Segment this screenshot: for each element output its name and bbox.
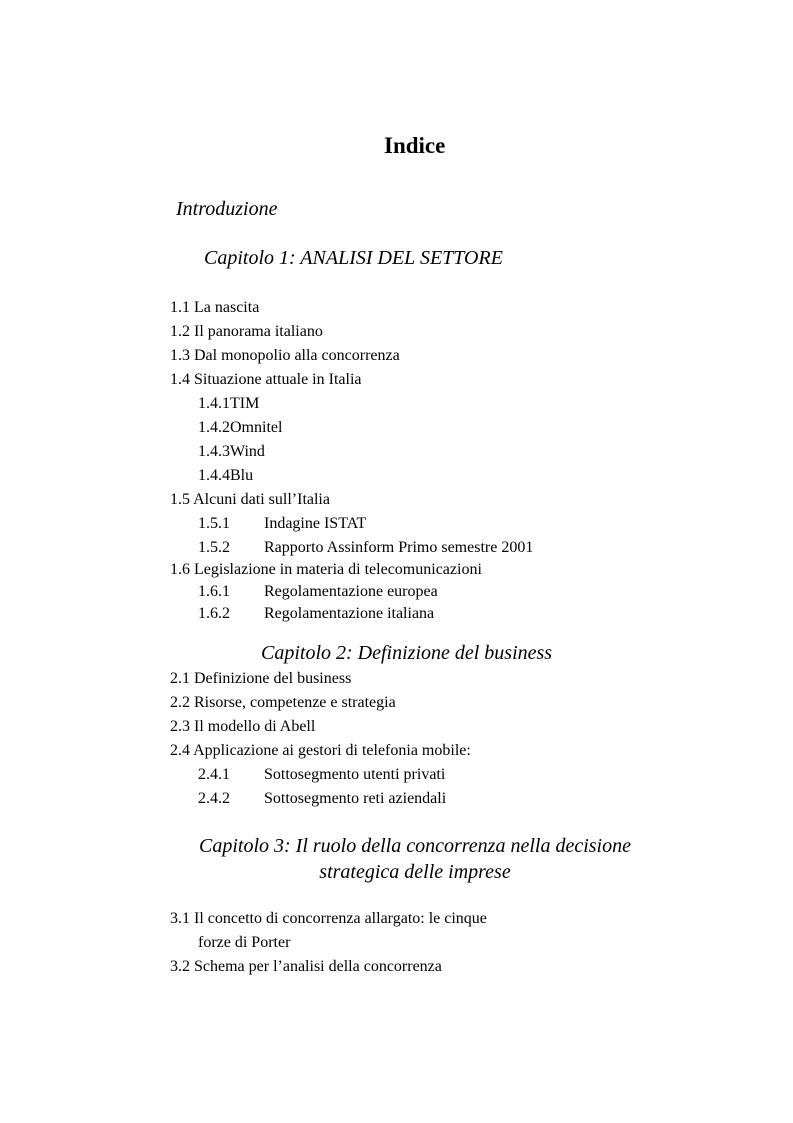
toc-entry [170,490,330,510]
toc-subentry [198,394,259,414]
toc-subentry [198,442,265,462]
entry-title: TIM [230,395,260,412]
entry-number: 1.5.1 [198,515,230,532]
entry-number: 2.4.2 [198,790,230,807]
entry-number: 1.6.2 [198,605,230,622]
entry-number: 2.4.1 [198,766,230,783]
toc-entry [170,370,362,390]
entry-title: Alcuni dati sull’Italia [193,491,330,508]
entry-title: Definizione del business [194,670,352,687]
entry-title: Il modello di Abell [194,718,316,735]
toc-entry [170,909,487,929]
entry-title: Regolamentazione europea [264,583,438,600]
entry-number: 2.2 [170,694,190,711]
entry-title: Risorse, competenze e strategia [194,694,396,711]
entry-number: 1.6.1 [198,583,230,600]
entry-title: Dal monopolio alla concorrenza [194,347,400,364]
entry-number: 1.4.4 [198,467,230,484]
entry-title: Il panorama italiano [194,323,323,340]
toc-subentry [198,538,533,558]
toc-entry-continuation: forze di Porter [198,934,291,951]
entry-title: Indagine ISTAT [264,515,367,532]
introduction-entry: Introduzione [176,198,278,220]
toc-subentry [198,418,282,438]
toc-entry [170,298,259,318]
entry-title: Sottosegmento reti aziendali [264,790,447,807]
toc-entry [170,322,323,342]
entry-number: 1.4.3 [198,443,230,460]
chapter-3-heading-line: Capitolo 3: Il ruolo della concorrenza nella decisione [199,835,631,857]
entry-number: 2.1 [170,670,190,687]
entry-number: 1.4.1 [198,395,230,412]
entry-title: Applicazione ai gestori di telefonia mobile: [193,742,471,759]
entry-title: Sottosegmento utenti privati [264,766,446,783]
toc-entry [170,741,471,761]
entry-number: 3.2 [170,958,190,975]
entry-title: Blu [230,467,254,484]
entry-number: 1.5 [170,491,190,508]
entry-number: 1.6 [170,561,190,578]
toc-entry [170,693,396,713]
toc-entry [170,717,315,737]
entry-title: Situazione attuale in Italia [194,371,362,388]
entry-title: Il concetto di concorrenza allargato: le cinque [194,910,487,927]
toc-subentry [198,466,253,486]
entry-number: 1.2 [170,323,190,340]
entry-title: Legislazione in materia di telecomunicazioni [194,561,482,578]
toc-subentry [198,765,445,785]
toc-subentry [198,789,446,809]
entry-title: La nascita [194,299,260,316]
chapter-3-heading-line: strategica delle imprese [319,861,511,883]
toc-entry [170,957,442,977]
toc-subentry [198,582,438,602]
entry-number: 1.5.2 [198,539,230,556]
entry-number: 2.4 [170,742,190,759]
toc-subentry [198,604,434,624]
entry-number: 1.4.2 [198,419,230,436]
chapter-3-heading [170,833,660,885]
entry-title: Schema per l’analisi della concorrenza [194,958,442,975]
toc-entry [170,346,400,366]
chapter-1-heading: Capitolo 1: ANALISI DEL SETTORE [204,247,503,269]
chapter-2-heading: Capitolo 2: Definizione del business [261,642,553,664]
page-title: Indice [384,133,446,158]
entry-title: Regolamentazione italiana [264,605,435,622]
entry-title: Wind [230,443,265,460]
entry-number: 2.3 [170,718,190,735]
entry-title: Rapporto Assinform Primo semestre 2001 [264,539,534,556]
toc-entry [170,669,351,689]
entry-number: 3.1 [170,910,190,927]
entry-number: 1.3 [170,347,190,364]
entry-number: 1.1 [170,299,190,316]
entry-title: Omnitel [230,419,283,436]
entry-number: 1.4 [170,371,190,388]
toc-subentry [198,514,366,534]
toc-entry [170,560,482,580]
